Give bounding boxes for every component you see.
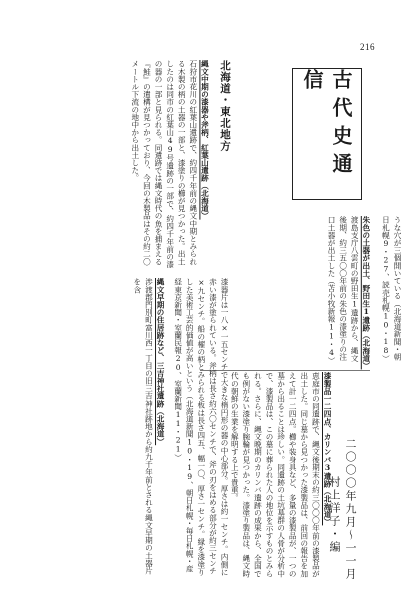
item-text: 恵庭市の同遺跡で、縄文後期末の約三〇〇〇年前の漆製品が出土した。同じ墓から見つかった漆製品は、前回の報告を加えて計一二四点。櫛や装身具など、多量の漆製品が、一つの墓から出ることは珍しい。同遺跡の土坑墓群の人骨が分析中で、漆製品は、この墓に葬られた人の地位を示すものとみられる。さらに、縄文晩期のカリンバ遺跡の成果から、全国でも例がない漆塗り腕輪が見つかった。漆塗り製品は、縄文時代の朝鮮の生業を解明する上で貴重。 (230, 372, 321, 578)
item-text: 渡島支庁八雲町の野田生1遺跡から、縄文後期、約三五〇〇年前の朱色の漆塗りの注口土器が出土した（苫小牧新報11・4） (327, 216, 360, 365)
right-upper-text-block (203, 216, 403, 370)
item-text: 漆器片は一八×一五センチで大きな楕円形の器の中心部分。厚さは約一センチ。内側に赤い漆が塗られている。斧柄は長さ約六〇センチで、斧の刃をはめる部分が約三センチ×九センチ。船の櫂の柄とみられる板は長さ四五、幅一〇、厚さ一センチ。縁を漆塗りした美術工芸的価値が高いという（北海道新聞10・19、朝日札幌・毎日札幌・産経東京新聞・室蘭民報20、室蘭新聞11・21） (173, 278, 229, 576)
page-number: 216 (360, 42, 375, 52)
region-heading: 北海道・東北地方 (219, 60, 231, 152)
left-upper-text-block (30, 60, 230, 272)
item-heading: 朱色の土器が出土、野田生1遺跡（北海道） (361, 216, 371, 370)
item-heading: 縄文中期の漆器や斧柄、紅葉山遺跡（北海道） (200, 60, 210, 220)
continued-text: うな穴が三個開いている（北海道新聞・朝日札幌9・27、読売札幌10・18） (381, 216, 402, 363)
title-box (292, 68, 362, 200)
item-text: 渉渡郡門別町富川西一丁目の旧三吉神社跡地から約九千年前とされる縄文早期の土器片を含 (132, 278, 154, 575)
item-heading: 縄文早期の住居跡など、三吉神社遺跡（北海道） (156, 278, 166, 446)
item-text: 石狩市花川の紅葉山遺跡で、約四千年前の縄文中期とみられる木製の柄の土器の一部と、漆塗りの櫛が見つかった。出土したのは同市の紅葉山49号遺跡の一部で、約四千年前の漆の器の一部と見られる。同遺跡では縄文時代の魚を捕まえる『鮭』の遺構が見つかっており、今回の木製品はその約二〇メートル下流の地中から出土した。 (130, 60, 198, 268)
left-lower-text-block (30, 278, 230, 578)
editor-credit: 村上洋子・編 (328, 476, 341, 554)
item-heading: 漆製品一二四点、カリンバ3遺跡（北海道） (323, 372, 332, 526)
journal-title: 古代史通信 (300, 69, 353, 181)
issue-date: 二〇〇〇年九月～一一月 (344, 438, 357, 581)
